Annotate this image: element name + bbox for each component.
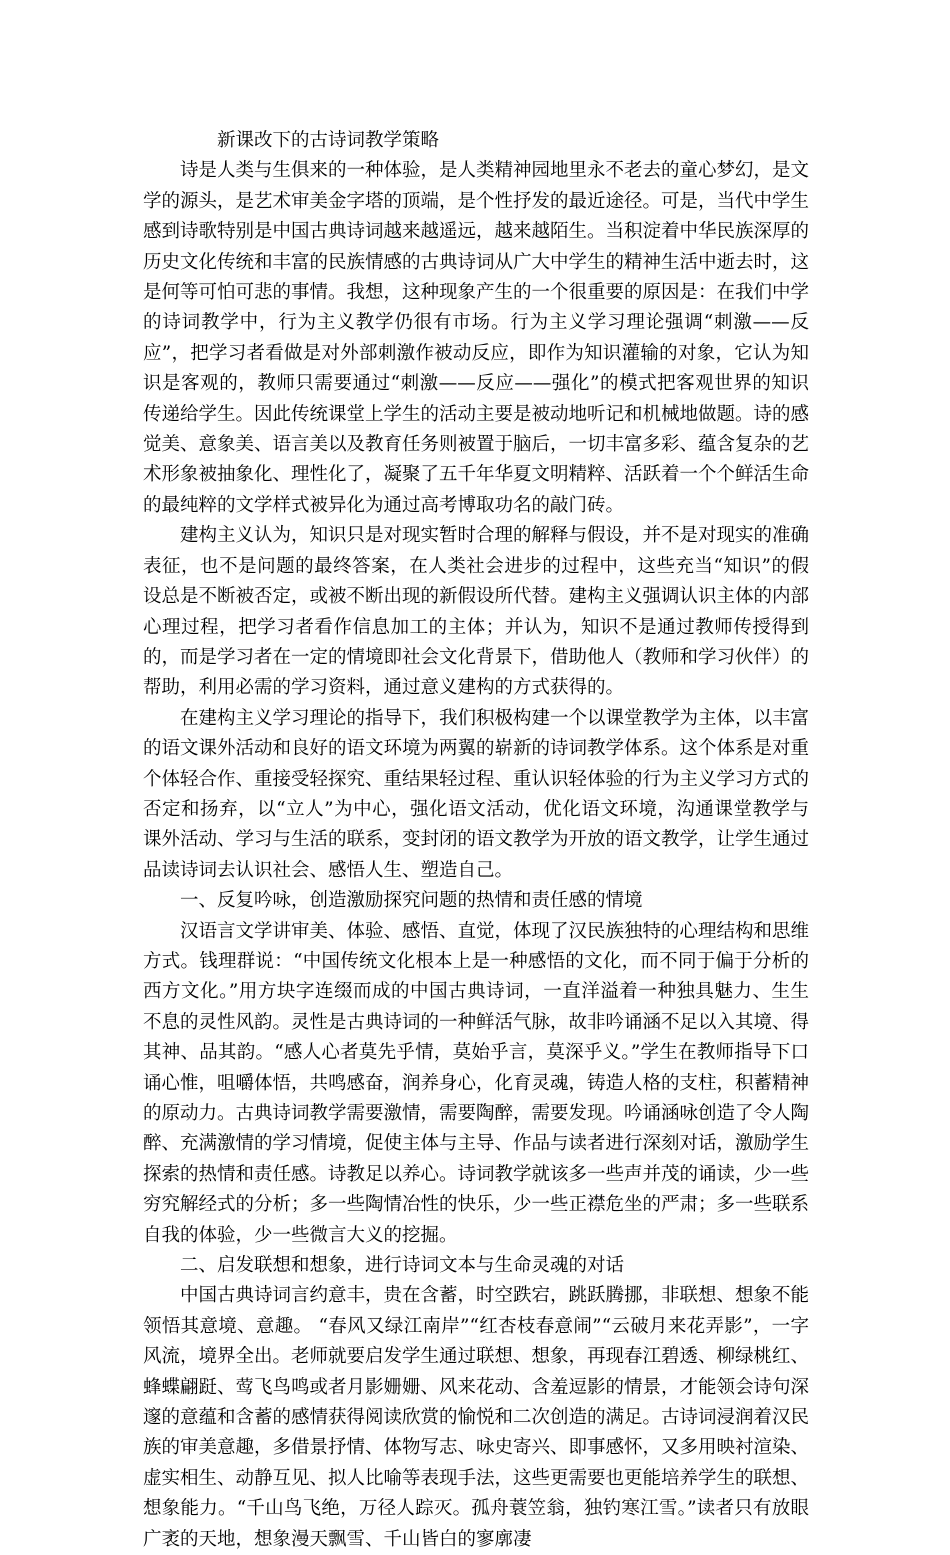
section-2-body: 中国古典诗词言约意丰，贵在含蓄，时空跌宕，跳跃腾挪，非联想、想象不能领悟其意境、意趣。 “春风又绿江南岸”“红杏枝春意闹”“云破月来花弄影”，一字风流，境界全出。老师就要启发学生通过联想、想象，再现春江碧透、柳绿桃红、蜂蝶翩跹、莺飞鸟鸣或者月影姗姗、风来花动、含羞逗影的情景，才能领会诗句深邃的意蕴和含蓄的感情获得阅读欣赏的愉悦和二次创造的满足。古诗词浸润着汉民族的审美意趣，多借景抒情、体物写志、咏史寄兴、即事感怀，又多用映衬渲染、虚实相生、动静互见、拟人比喻等表现手法，这些更需要也更能培养学生的联想、想象能力。“千山鸟飞绝，万径人踪灭。孤舟蓑笠翁，独钓寒江雪。”读者只有放眼广袤的天地，想象漫天飘雪、千山皆白的寥廓凄 <box>143 1285 810 1550</box>
paragraph: 在建构主义学习理论的指导下，我们积极构建一个以课堂教学为主体，以丰富的语文课外活动和良好的语文环境为两翼的崭新的诗词教学体系。这个体系是对重个体轻合作、重接受轻探究、重结果轻过程、重认识轻体验的行为主义学习方式的否定和扬弃，以“立人”为中心，强化语文活动，优化语文环境，沟通课堂教学与课外活动、学习与生活的联系，变封闭的语文教学为开放的语文教学，让学生通过品读诗词去认识社会、感悟人生、塑造自己。 <box>143 707 810 881</box>
section-heading-2: 二、启发联想和想象，进行诗词文本与生命灵魂的对话 <box>180 1255 625 1277</box>
paragraph: 建构主义认为，知识只是对现实暂时合理的解释与假设，并不是对现实的准确表征，也不是问题的最终答案，在人类社会进步的过程中，这些充当“知识”的假设总是不断被否定，或被不断出现的新假设所代替。建构主义强调认识主体的内部心理过程，把学习者看作信息加工的主体；并认为，知识不是通过教师传授得到的，而是学习者在一定的情境即社会文化背景下，借助他人（教师和学习伙伴）的帮助，利用必需的学习资料，通过意义建构的方式获得的。 <box>143 525 810 699</box>
document-page <box>143 126 809 1555</box>
document-title: 新课改下的古诗词教学策略 <box>217 130 440 151</box>
paragraph: 诗是人类与生俱来的一种体验，是人类精神园地里永不老去的童心梦幻，是文学的源头，是艺术审美金字塔的顶端，是个性抒发的最近途径。可是，当代中学生感到诗歌特别是中国古典诗词越来越遥远，越来越陌生。当积淀着中华民族深厚的历史文化传统和丰富的民族情感的古典诗词从广大中学生的精神生活中逝去时，这是何等可怕可悲的事情。我想，这种现象产生的一个很重要的原因是：在我们中学的诗词教学中，行为主义教学仍很有市场。行为主义学习理论强调“刺激——反应”，把学习者看做是对外部刺激作被动反应，即作为知识灌输的对象，它认为知识是客观的，教师只需要通过“刺激——反应——强化”的模式把客观世界的知识传递给学生。因此传统课堂上学生的活动主要是被动地听记和机械地做题。诗的感觉美、意象美、语言美以及教育任务则被置于脑后，一切丰富多彩、蕴含复杂的艺术形象被抽象化、理性化了，凝聚了五千年华夏文明精粹、活跃着一个个鲜活生命的最纯粹的文学样式被异化为通过高考博取功名的敲门砖。 <box>143 160 810 516</box>
section-heading-1: 一、反复吟咏，创造激励探究问题的热情和责任感的情境 <box>180 890 643 912</box>
section-1-body: 汉语言文学讲审美、体验、感悟、直觉，体现了汉民族独特的心理结构和思维方式。钱理群说：“中国传统文化根本上是一种感悟的文化，而不同于偏于分析的西方文化。”用方块字连缀而成的中国古典诗词，一直洋溢着一种独具魅力、生生不息的灵性风韵。灵性是古典诗词的一种鲜活气脉，故非吟诵涵不足以入其境、得其神、品其韵。“感人心者莫先乎情，莫始乎言，莫深乎义。”学生在教师指导下口诵心惟，咀嚼体悟，共鸣感奋，润养身心，化育灵魂，铸造人格的支柱，积蓄精神的原动力。古典诗词教学需要激情，需要陶醉，需要发现。吟诵涵咏创造了令人陶醉、充满激情的学习情境，促使主体与主导、作品与读者进行深刻对话，激励学生探索的热情和责任感。诗教足以养心。诗词教学就该多一些声并茂的诵读，少一些穷究解经式的分析；多一些陶情冶性的快乐，少一些正襟危坐的严肃；多一些联系自我的体验，少一些微言大义的挖掘。 <box>143 920 810 1246</box>
